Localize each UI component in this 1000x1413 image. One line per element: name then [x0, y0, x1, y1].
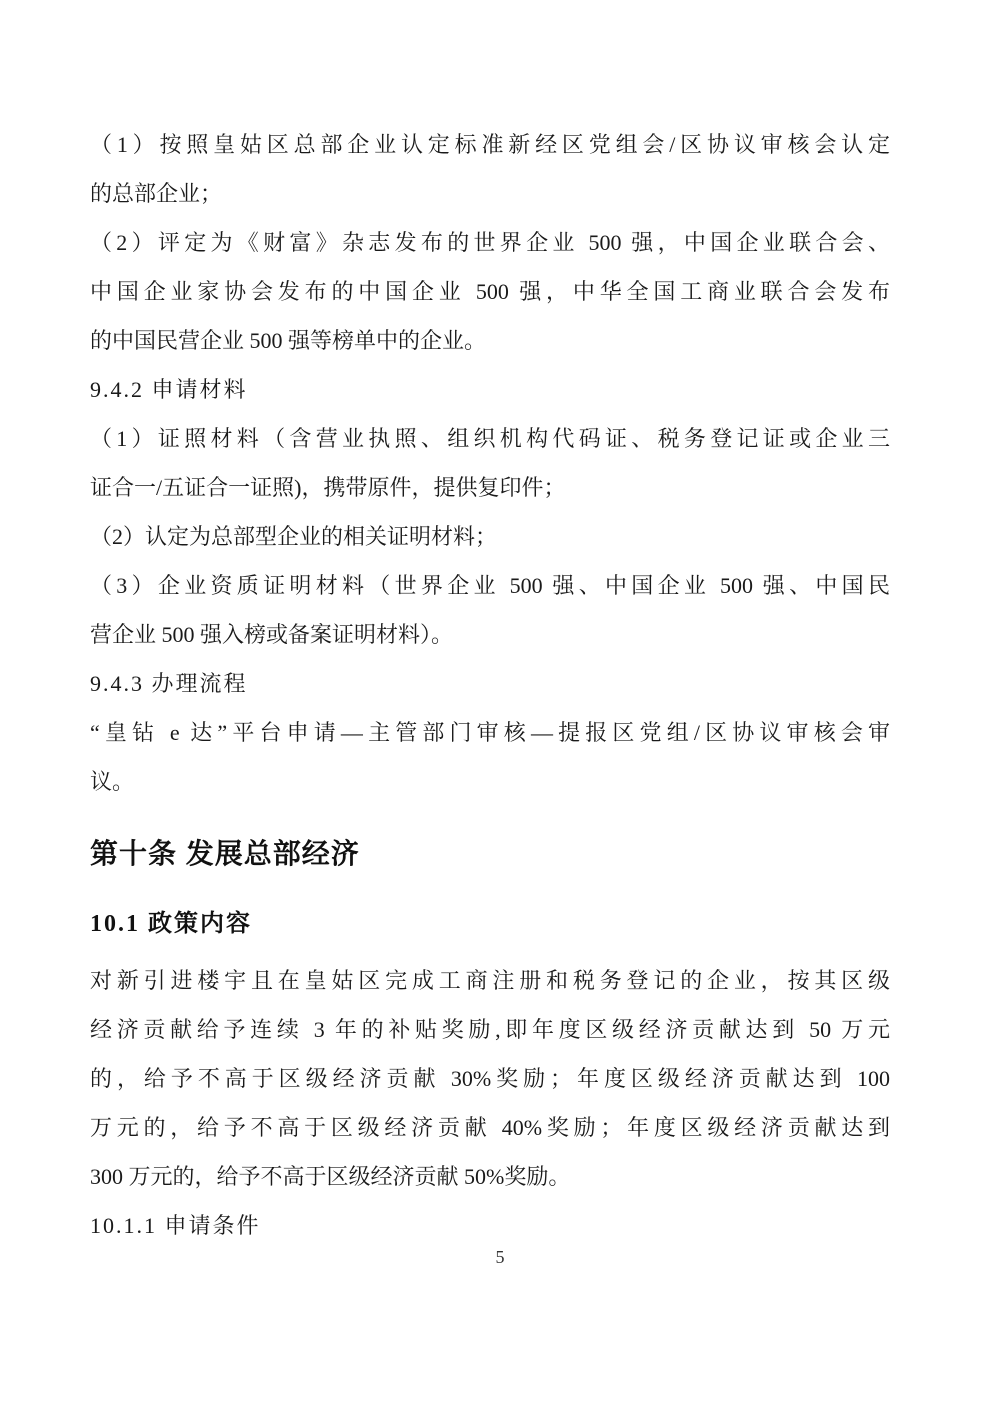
body-line: 对新引进楼宇且在皇姑区完成工商注册和税务登记的企业，按其区级	[90, 968, 890, 993]
body-line: 中国企业家协会发布的中国企业 500 强，中华全国工商业联合会发布	[90, 279, 890, 304]
body-line: 的，给予不高于区级经济贡献 30%奖励；年度区级经济贡献达到 100	[90, 1066, 890, 1091]
clause-heading-line: 9.4.3 办理流程	[90, 671, 248, 696]
body-line: 营企业 500 强入榜或备案证明材料）。	[90, 622, 454, 647]
body-line: 300 万元的，给予不高于区级经济贡献 50%奖励。	[90, 1164, 571, 1189]
body-line: 的中国民营企业 500 强等榜单中的企业。	[90, 328, 487, 353]
body-line: （1）按照皇姑区总部企业认定标准新经区党组会/区协议审核会认定	[90, 132, 890, 157]
body-line: 经济贡献给予连续 3 年的补贴奖励,即年度区级经济贡献达到 50 万元	[90, 1017, 890, 1042]
body-line: 万元的，给予不高于区级经济贡献 40%奖励；年度区级经济贡献达到	[90, 1115, 890, 1140]
body-line: 证合一/五证合一证照)，携带原件，提供复印件；	[90, 475, 566, 500]
body-line: （2）认定为总部型企业的相关证明材料；	[90, 524, 498, 549]
section-10-1-heading: 10.1 政策内容	[90, 911, 252, 937]
section-9-4-text	[90, 120, 890, 806]
body-line: 的总部企业；	[90, 181, 223, 206]
body-line: （1）证照材料（含营业执照、组织机构代码证、税务登记证或企业三	[90, 426, 890, 451]
body-line: （3）企业资质证明材料（世界企业 500 强、中国企业 500 强、中国民	[90, 573, 890, 598]
body-line: 议。	[90, 769, 135, 794]
article-10-heading: 第十条 发展总部经济	[90, 838, 360, 869]
section-10-1-text	[90, 956, 890, 1250]
page-content	[90, 120, 890, 1250]
clause-heading-line: 9.4.2 申请材料	[90, 377, 248, 402]
page-number: 5	[495, 1247, 505, 1267]
body-line: （2）评定为《财富》杂志发布的世界企业 500 强，中国企业联合会、	[90, 230, 890, 255]
clause-heading-line: 10.1.1 申请条件	[90, 1213, 261, 1238]
body-line: “皇钻 e 达”平台申请—主管部门审核—提报区党组/区协议审核会审	[90, 720, 890, 745]
